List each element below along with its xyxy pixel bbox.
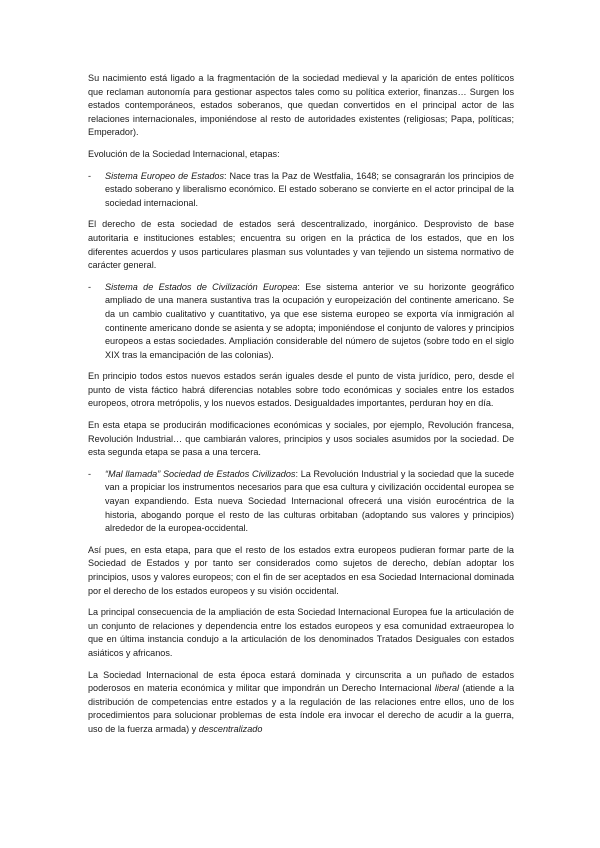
section-heading: Evolución de la Sociedad Internacional, etapas: <box>88 148 280 159</box>
bullet-title: “Mal llamada” Sociedad de Estados Civilizados <box>105 468 296 479</box>
list-item <box>88 468 514 536</box>
bullet-title: Sistema Europeo de Estados <box>105 170 225 181</box>
list-item <box>88 170 514 211</box>
bullet-dash: - <box>88 170 92 181</box>
paragraph-origin: Su nacimiento está ligado a la fragmentación de la sociedad medieval y la aparición de entes políticos que reclaman autonomía para gestionar aspectos tales como su política exterior, finanzas… Surgen los estados contemporáneos, estados soberanos, que quedan convertidos en el principal actor de las relaciones internacionales, imponiéndose al resto de autoridades existentes (religiosas; Papa, políticas; Emperador). <box>88 73 514 138</box>
bullet-text: : Nace tras la Paz de Westfalia, 1648; se consagrarán los principios de estado soberano y liberalismo económico. El estado soberano se convierte en el actor principal de la sociedad internacional. <box>105 170 514 208</box>
bullet-text: : La Revolución Industrial y la sociedad que la sucede van a propiciar los instrumentos necesarios para que esa cultura y civilización occidental europea se vayan expandiendo. Esta nueva Sociedad Internacional ofrecerá una visión eurocéntrica de la historia, abogando porque el resto de las culturas orbitaban (adoptando sus valores y principios) alrededor de la europea-occidental. <box>105 468 514 534</box>
bullet-title: Sistema de Estados de Civilización Europea <box>105 281 298 292</box>
paragraph-asi-pues: Así pues, en esta etapa, para que el resto de los estados extra europeos pudieran formar parte de la Sociedad de Estados y por tanto ser considerados como sujetos de derecho, debían adoptar los principios, usos y valores europeos; con el fin de ser aceptados en esa Sociedad Internacional dominada por el derecho de los estados europeos y su visión occidental. <box>88 544 514 596</box>
paragraph-principio: En principio todos estos nuevos estados serán iguales desde el punto de vista jurídico, pero, desde el punto de vista fáctico habrá diferencias notables sobre todo económicas y sociales entre los estados europeos, otrora metrópolis, y los nuevos estados. Desigualdades importantes, perduran hoy en día. <box>88 371 514 409</box>
list-item <box>88 281 514 363</box>
paragraph-derecho: El derecho de esta sociedad de estados será descentralizado, inorgánico. Desprovisto de base autoritaria e instituciones estables; encuentra su origen en la práctica de los estados, que en los diferentes acuerdos y usos particulares plasman sus voluntades y van tejiendo un sistema normativo de carácter general. <box>88 219 514 271</box>
bullet-text: : Ese sistema anterior ve su horizonte geográfico ampliado de una manera sustantiva tras la ocupación y europeización del continente americano. Se da un cambio cualitativo y cuantitativo, ya que ese sistema europeo se exporta vía inmigración al continente americano donde se asienta y se adopta; imponiéndose el conjunto de valores y principios europeos a estas sociedades. Ampliación considerable del número de sujetos (sobre todo en el siglo XIX tras la emancipación de las colonias). <box>105 281 515 360</box>
paragraph-epoca: La Sociedad Internacional de esta época estará dominada y circunscrita a un puñado de estados poderosos en materia económica y militar que impondrán un Derecho Internacional liberal (atiende a la distribución de competencias entre estados y a la regulación de las relaciones entre ellos, uno de los procedimientos para solucionar problemas de esta índole era invocar el derecho de acudir a la guerra, uso de la fuerza armada) y descentralizado <box>88 669 515 734</box>
paragraph-consecuencia: La principal consecuencia de la ampliación de esta Sociedad Internacional Europea fue la articulación de un conjunto de relaciones y dependencia entre los estados europeos y esa comunidad extraeuropea lo que en última instancia condujo a la articulación de los denominados Tratados Desiguales con estados asiáticos y africanos. <box>88 607 514 658</box>
bullet-dash: - <box>88 468 92 479</box>
bullet-dash: - <box>88 281 92 292</box>
paragraph-etapa: En esta etapa se producirán modificaciones económicas y sociales, por ejemplo, Revolución francesa, Revolución Industrial… que cambiarán valores, principios y usos sociales asumidos por la sociedad. De esta segunda etapa se pasa a una tercera. <box>88 420 514 458</box>
